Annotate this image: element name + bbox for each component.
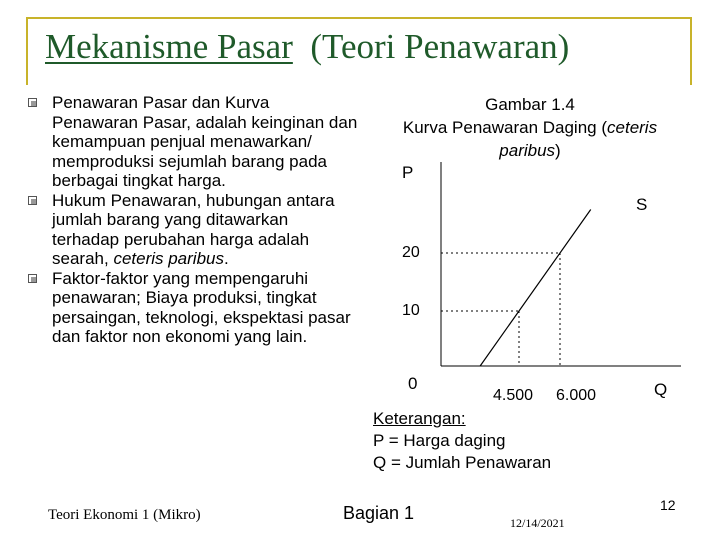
title-subtitle: (Teori Penawaran) bbox=[310, 27, 570, 66]
legend-line-p: P = Harga daging bbox=[373, 431, 506, 450]
figure-title-line2-italic: ceteris paribus bbox=[499, 118, 658, 160]
axis-label-p: P bbox=[402, 163, 414, 182]
axis-label-q: Q bbox=[654, 380, 668, 399]
origin-label: 0 bbox=[408, 374, 418, 393]
y-tick-20: 20 bbox=[402, 244, 420, 261]
bullet-text-2-end: . bbox=[224, 249, 229, 268]
legend bbox=[373, 408, 551, 474]
footer-section: Bagian 1 bbox=[343, 503, 415, 523]
x-tick-4500: 4.500 bbox=[493, 387, 534, 404]
legend-heading: Keterangan: bbox=[373, 409, 466, 428]
supply-curve-s bbox=[480, 210, 591, 367]
footer-date: 12/14/2021 bbox=[510, 516, 565, 530]
y-tick-10: 10 bbox=[402, 302, 420, 319]
bullet-text-1: Penawaran Pasar dan Kurva Penawaran Pasar, adalah keinginan dan kemampuan penjual menawarkan/ memproduksi sejumlah barang pada berbagai tingkat harga. bbox=[52, 93, 358, 190]
figure-title-line1: Gambar 1.4 bbox=[485, 95, 575, 114]
bullet-text-2: Hukum Penawaran, hubungan antara jumlah barang yang ditawarkan terhadap perubahan harga adalah searah, bbox=[52, 190, 335, 268]
figure-title-line2-end: ) bbox=[555, 141, 561, 160]
figure-title-line2-main: Kurva Penawaran Daging ( bbox=[402, 118, 608, 137]
footer-course: Teori Ekonomi 1 (Mikro) bbox=[48, 507, 201, 523]
bullet-text-2-italic: ceteris paribus bbox=[113, 249, 224, 268]
title-underlined: Mekanisme Pasar bbox=[45, 27, 293, 66]
legend-line-q: Q = Jumlah Penawaran bbox=[373, 453, 552, 472]
bullet-text-3: Faktor-faktor yang mempengaruhi penawaran; Biaya produksi, tingkat persaingan, teknologi, ekspektasi pasar dan faktor non ekonomi yang lain. bbox=[52, 268, 351, 346]
page-number: 12 bbox=[660, 497, 676, 513]
x-tick-6000: 6.000 bbox=[556, 387, 597, 404]
curve-label-s: S bbox=[636, 195, 648, 214]
